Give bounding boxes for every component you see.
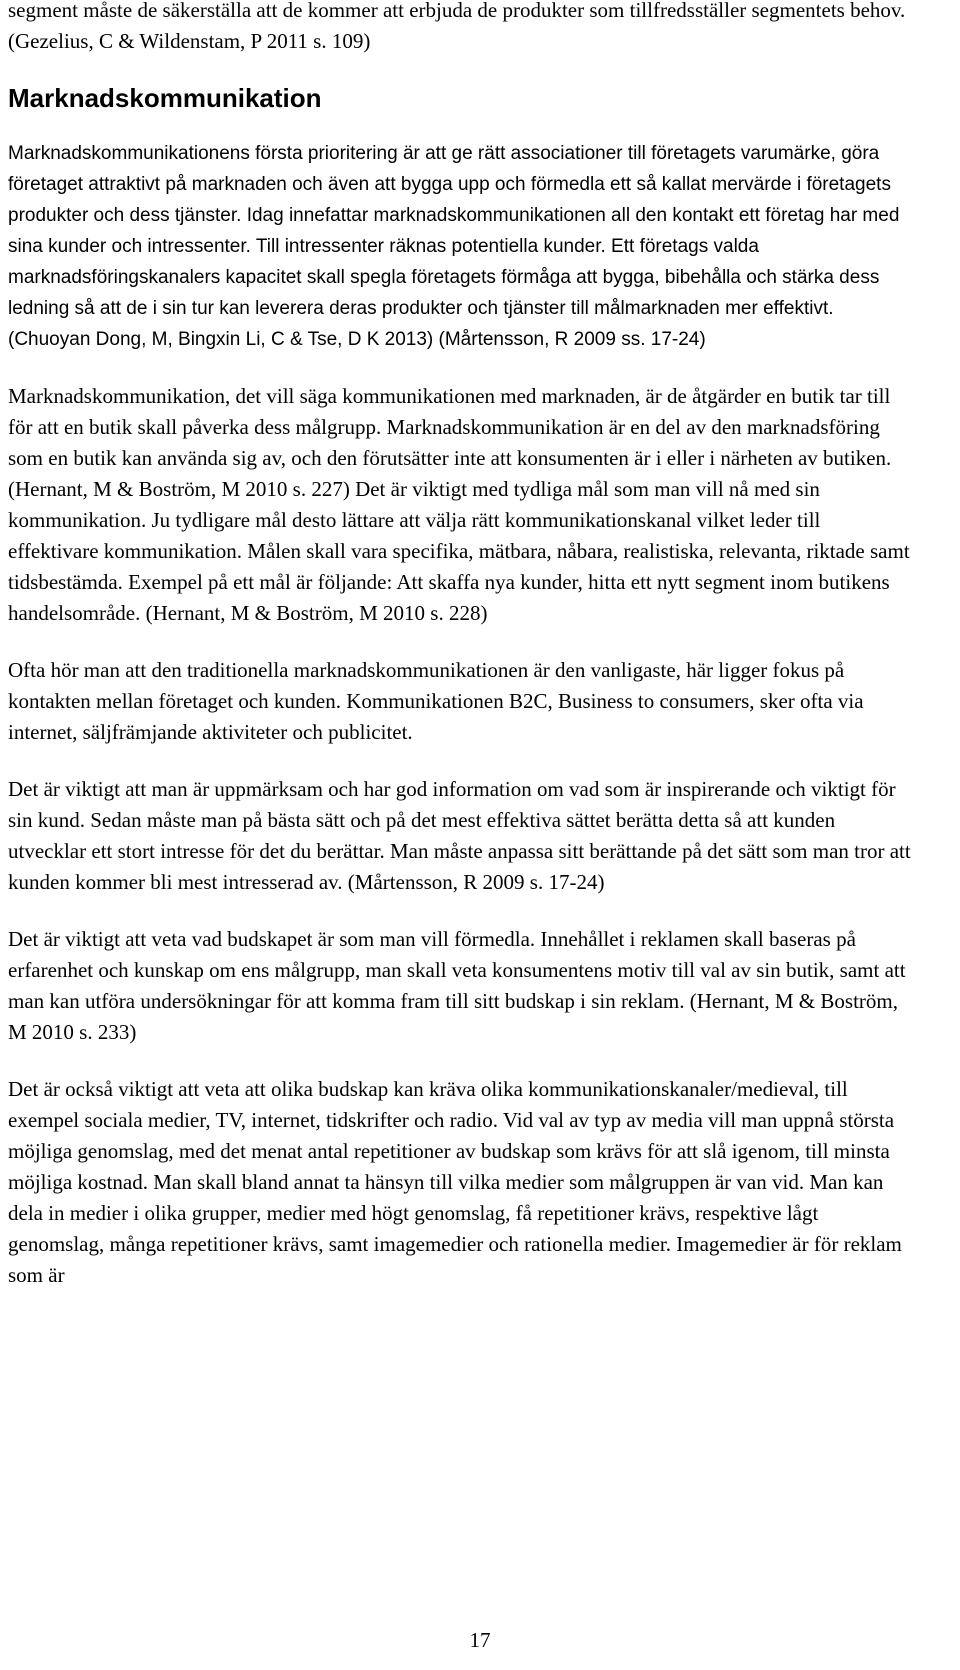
section-heading: Marknadskommunikation	[8, 83, 322, 113]
paragraph-5: Det är viktigt att veta vad budskapet är som man vill förmedla. Innehållet i reklamen skall baseras på erfarenhet och kunskap om ens målgrupp, man skall veta konsumentens motiv till val av sin butik, samt att man kan utföra undersökningar för att komma fram till sitt budskap i sin reklam. (Hernant, M & Boström, M 2010 s. 233)	[8, 927, 906, 1044]
paragraph-1	[8, 138, 916, 355]
paragraph-4: Det är viktigt att man är uppmärksam och har god information om vad som är inspirerande och viktigt för sin kund. Sedan måste man på bästa sätt och på det mest effektiva sättet berätta detta så att kunden utvecklar ett stort intresse för det du berättar. Man måste anpassa sitt berättande på det sätt som man tror att kunden kommer bli mest intresserad av. (Mårtensson, R 2009 s. 17-24)	[8, 777, 911, 894]
paragraph-2: Marknadskommunikation, det vill säga kommunikationen med marknaden, är de åtgärder en butik tar till för att en butik skall påverka dess målgrupp. Marknadskommunikation är en del av den marknadsföring som en butik kan använda sig av, och den förutsätter inte att konsumenten är i eller i närheten av butiken. (Hernant, M & Boström, M 2010 s. 227) Det är viktigt med tydliga mål som man vill nå med sin kommunikation. Ju tydligare mål desto lättare att välja rätt kommunikationskanal vilket leder till effektivare kommunikation. Målen skall vara specifika, mätbara, nåbara, realistiska, relevanta, riktade samt tidsbestämda. Exempel på ett mål är följande: Att skaffa nya kunder, hitta ett nytt segment inom butikens handelsområde. (Hernant, M & Boström, M 2010 s. 228)	[8, 384, 910, 625]
intro-paragraph: segment måste de säkerställa att de kommer att erbjuda de produkter som tillfredsställer segmentets behov. (Gezelius, C & Wildenstam, P 2011 s. 109)	[8, 0, 906, 53]
paragraph-3: Ofta hör man att den traditionella marknadskommunikationen är den vanligaste, här ligger fokus på kontakten mellan företaget och kunden. Kommunikationen B2C, Business to consumers, sker ofta via internet, säljfrämjande aktiviteter och publicitet.	[8, 658, 864, 744]
page-number: 17	[469, 1628, 491, 1652]
paragraph-6: Det är också viktigt att veta att olika budskap kan kräva olika kommunikationskanaler/medieval, till exempel sociala medier, TV, internet, tidskrifter och radio. Vid val av typ av media vill man uppnå största möjliga genomslag, med det menat antal repetitioner av budskap som krävs för att slå igenom, till minsta möjliga kostnad. Man skall bland annat ta hänsyn till vilka medier som målgruppen är van vid. Man kan dela in medier i olika grupper, medier med högt genomslag, få repetitioner krävs, respektive lågt genomslag, många repetitioner krävs, samt imagemedier och rationella medier. Imagemedier är för reklam som är	[8, 1077, 902, 1287]
paragraph-1-sans-part: Marknadskommunikationens första prioritering är att ge rätt associationer till företagets varumärke, göra företaget attraktivt på marknaden och även att bygga upp och förmedla ett så kallat mervärde i företagets produkter och dess tjänster. Idag innefattar marknadskommunikationen all den kontakt ett företag har med sina kunder och intressenter. Till intressenter räknas potentiella kunder. Ett företags valda marknadsföringskanalers kapacitet skall spegla företagets förmåga att bygga, bibehålla och stärka dess ledning så att de i sin tur kan leverera deras produkter och tjänster till målmarknaden mer effektivt.	[8, 143, 900, 319]
paragraph-1-serif-part: (Chuoyan Dong, M, Bingxin Li, C & Tse, D K 2013) (Mårtensson, R 2009 ss. 17-24)	[8, 329, 706, 350]
